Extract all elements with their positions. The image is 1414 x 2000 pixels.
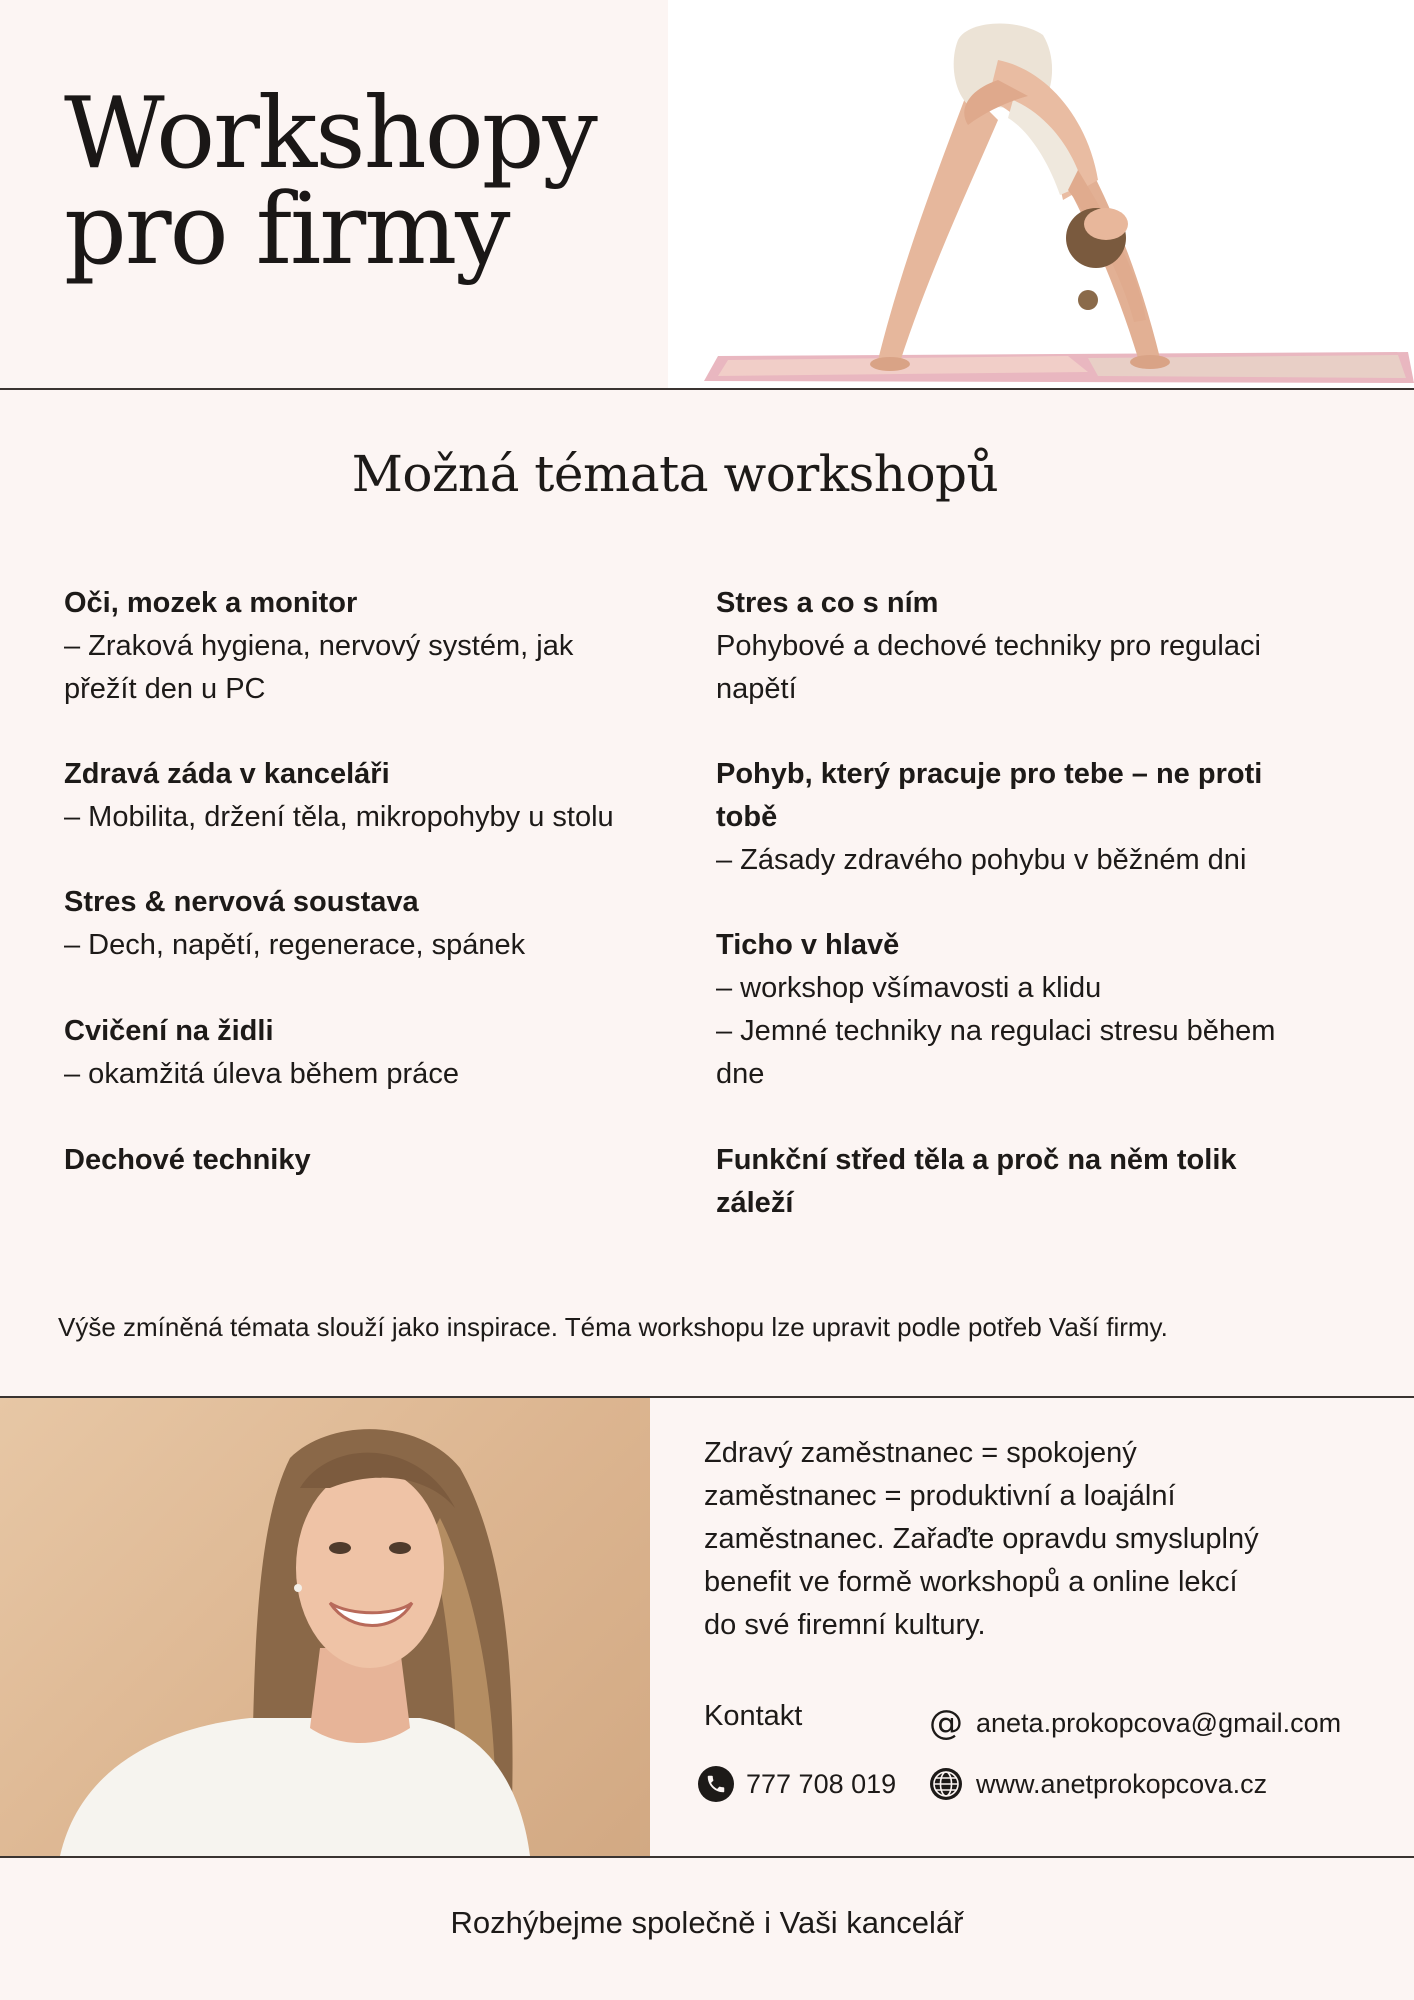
- topic-item: [64, 582, 704, 711]
- footer-tagline: Rozhýbejme společně i Vaši kancelář: [450, 1905, 964, 1940]
- topic-item: [716, 582, 1356, 711]
- divider-bottom: [0, 1856, 1414, 1858]
- section-heading: Možná témata workshopů: [351, 445, 999, 503]
- topic-desc: – workshop všímavosti a klidu: [716, 972, 1102, 1004]
- topic-title: Oči, mozek a monitor: [64, 587, 358, 619]
- topic-desc: – Zraková hygiena, nervový systém, jak: [64, 630, 574, 662]
- yoga-pose-photo: [668, 0, 1414, 388]
- pitch-text: [704, 1432, 1344, 1647]
- title-line-2: pro firmy: [64, 173, 509, 287]
- pitch-line: do své firemní kultury.: [704, 1609, 986, 1641]
- topic-desc: Pohybové a dechové techniky pro regulaci: [716, 630, 1261, 662]
- topic-title: Zdravá záda v kanceláři: [64, 758, 390, 790]
- topic-item: [64, 1139, 704, 1182]
- topic-title: záleží: [716, 1187, 794, 1219]
- website-contact[interactable]: [928, 1766, 1267, 1802]
- topic-item: [716, 753, 1356, 882]
- topic-title: Ticho v hlavě: [716, 929, 900, 961]
- topic-title: Stres & nervová soustava: [64, 886, 419, 918]
- pitch-line: zaměstnanec. Zařaďte opravdu smysluplný: [704, 1523, 1259, 1555]
- email-contact[interactable]: [928, 1705, 1341, 1741]
- topic-desc: – Mobilita, držení těla, mikropohyby u stolu: [64, 801, 614, 833]
- topic-title: Pohyb, který pracuje pro tebe – ne proti: [716, 758, 1263, 790]
- portrait-illustration: [0, 1398, 650, 1856]
- email-link[interactable]: aneta.prokopcova@gmail.com: [976, 1707, 1342, 1738]
- pitch-line: Zdravý zaměstnanec = spokojený: [704, 1437, 1137, 1469]
- website-link[interactable]: www.anetprokopcova.cz: [976, 1768, 1268, 1799]
- topic-desc: – okamžitá úleva během práce: [64, 1058, 459, 1090]
- phone-icon: [698, 1766, 734, 1802]
- header: [0, 0, 1414, 388]
- topic-desc: – Dech, napětí, regenerace, spánek: [64, 929, 526, 961]
- page-title: [64, 77, 596, 287]
- divider-top: [0, 388, 1414, 390]
- pitch-line: zaměstnanec = produktivní a loajální: [704, 1480, 1176, 1512]
- topic-title: tobě: [716, 801, 778, 833]
- phone-number[interactable]: 777 708 019: [746, 1768, 897, 1799]
- topic-desc: – Zásady zdravého pohybu v běžném dni: [716, 844, 1247, 876]
- topic-item: [716, 1139, 1356, 1225]
- topic-item: [64, 881, 704, 967]
- contact-label: Kontakt: [704, 1700, 803, 1732]
- globe-icon: [928, 1766, 964, 1802]
- at-icon: [928, 1705, 964, 1741]
- topic-desc: dne: [716, 1058, 765, 1090]
- svg-text:@: @: [929, 1705, 963, 1741]
- topic-title: Dechové techniky: [64, 1144, 311, 1176]
- topic-title: Cvičení na židli: [64, 1015, 274, 1047]
- topic-title: Stres a co s ním: [716, 587, 939, 619]
- portrait-photo: [0, 1398, 650, 1856]
- topic-desc: napětí: [716, 673, 797, 705]
- topic-item: [64, 1010, 704, 1096]
- topics-note: Výše zmíněná témata slouží jako inspirace. Téma workshopu lze upravit podle potřeb Vaší firmy.: [58, 1312, 1168, 1342]
- topic-desc: – Jemné techniky na regulaci stresu během: [716, 1015, 1276, 1047]
- topic-title: Funkční střed těla a proč na něm tolik: [716, 1144, 1237, 1176]
- topic-item: [716, 924, 1356, 1096]
- pitch-line: benefit ve formě workshopů a online lekcí: [704, 1566, 1238, 1598]
- title-line-1: Workshopy: [64, 77, 596, 191]
- yoga-figure-illustration: [668, 0, 1414, 388]
- topic-item: [64, 753, 704, 839]
- topic-desc: přežít den u PC: [64, 673, 266, 705]
- phone-contact[interactable]: [698, 1766, 896, 1802]
